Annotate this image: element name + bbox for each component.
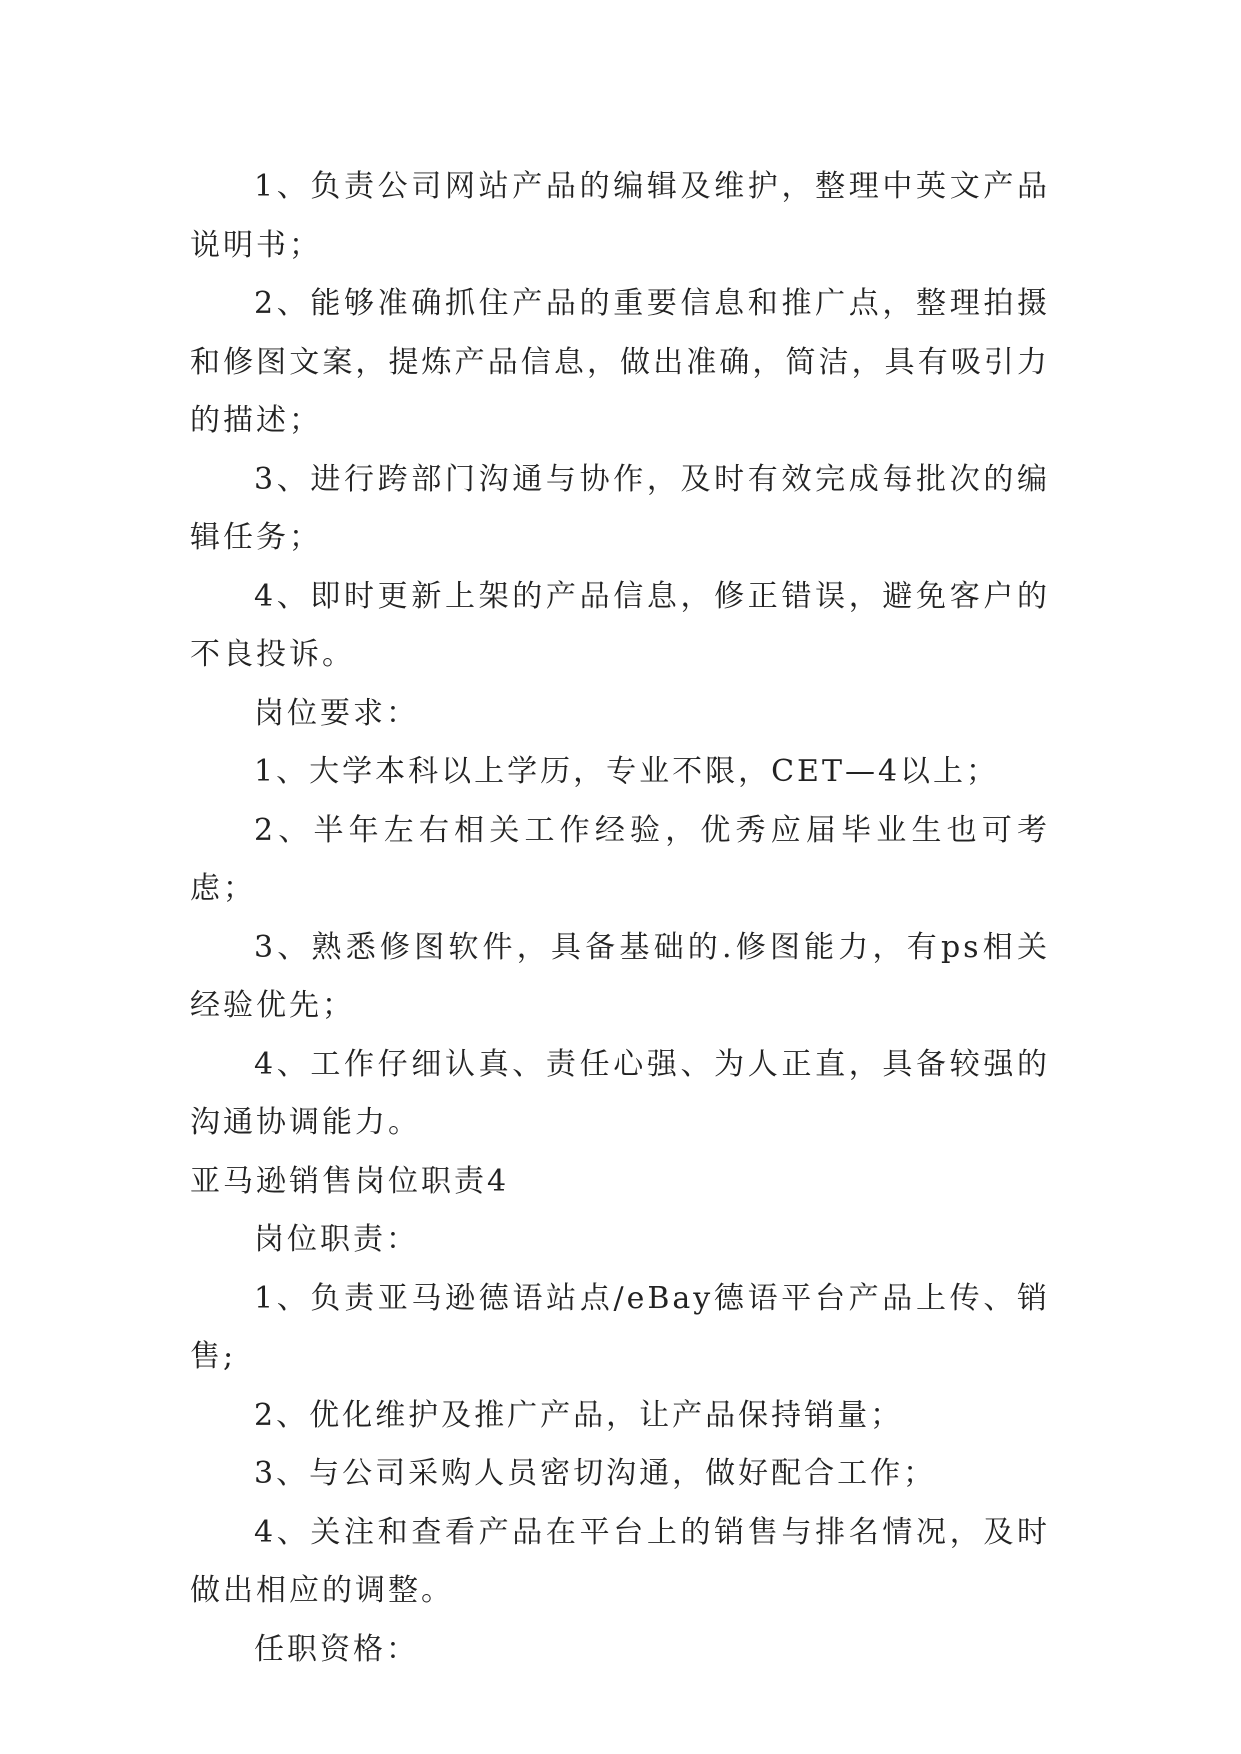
paragraph: 1、负责公司网站产品的编辑及维护，整理中英文产品说明书； (190, 169, 1050, 263)
section-heading: 亚马逊销售岗位职责4 (190, 1163, 510, 1199)
paragraph: 2、优化维护及推广产品，让产品保持销量； (254, 1397, 904, 1433)
paragraph: 3、进行跨部门沟通与协作，及时有效完成每批次的编辑任务； (190, 461, 1050, 555)
paragraph: 4、工作仔细认真、责任心强、为人正直，具备较强的沟通协调能力。 (190, 1046, 1050, 1140)
document-body (190, 158, 1050, 1679)
paragraph: 3、与公司采购人员密切沟通，做好配合工作； (254, 1456, 937, 1491)
subheading-duties: 岗位职责： (254, 1222, 419, 1257)
paragraph: 3、熟悉修图软件，具备基础的.修图能力，有ps相关经验优先； (190, 929, 1050, 1023)
paragraph: 1、大学本科以上学历，专业不限，CET—4以上； (254, 754, 1000, 789)
paragraph: 2、能够准确抓住产品的重要信息和推广点，整理拍摄和修图文案，提炼产品信息，做出准确，简洁，具有吸引力的描述； (190, 286, 1050, 438)
paragraph: 1、负责亚马逊德语站点/eBay德语平台产品上传、销售; (190, 1280, 1050, 1374)
subheading-qualifications: 任职资格： (254, 1631, 419, 1667)
paragraph: 2、半年左右相关工作经验，优秀应届毕业生也可考虑； (190, 812, 1050, 906)
paragraph: 4、即时更新上架的产品信息，修正错误，避免客户的不良投诉。 (190, 578, 1050, 672)
subheading-requirements: 岗位要求： (254, 695, 419, 731)
paragraph: 4、关注和查看产品在平台上的销售与排名情况，及时做出相应的调整。 (190, 1514, 1050, 1608)
